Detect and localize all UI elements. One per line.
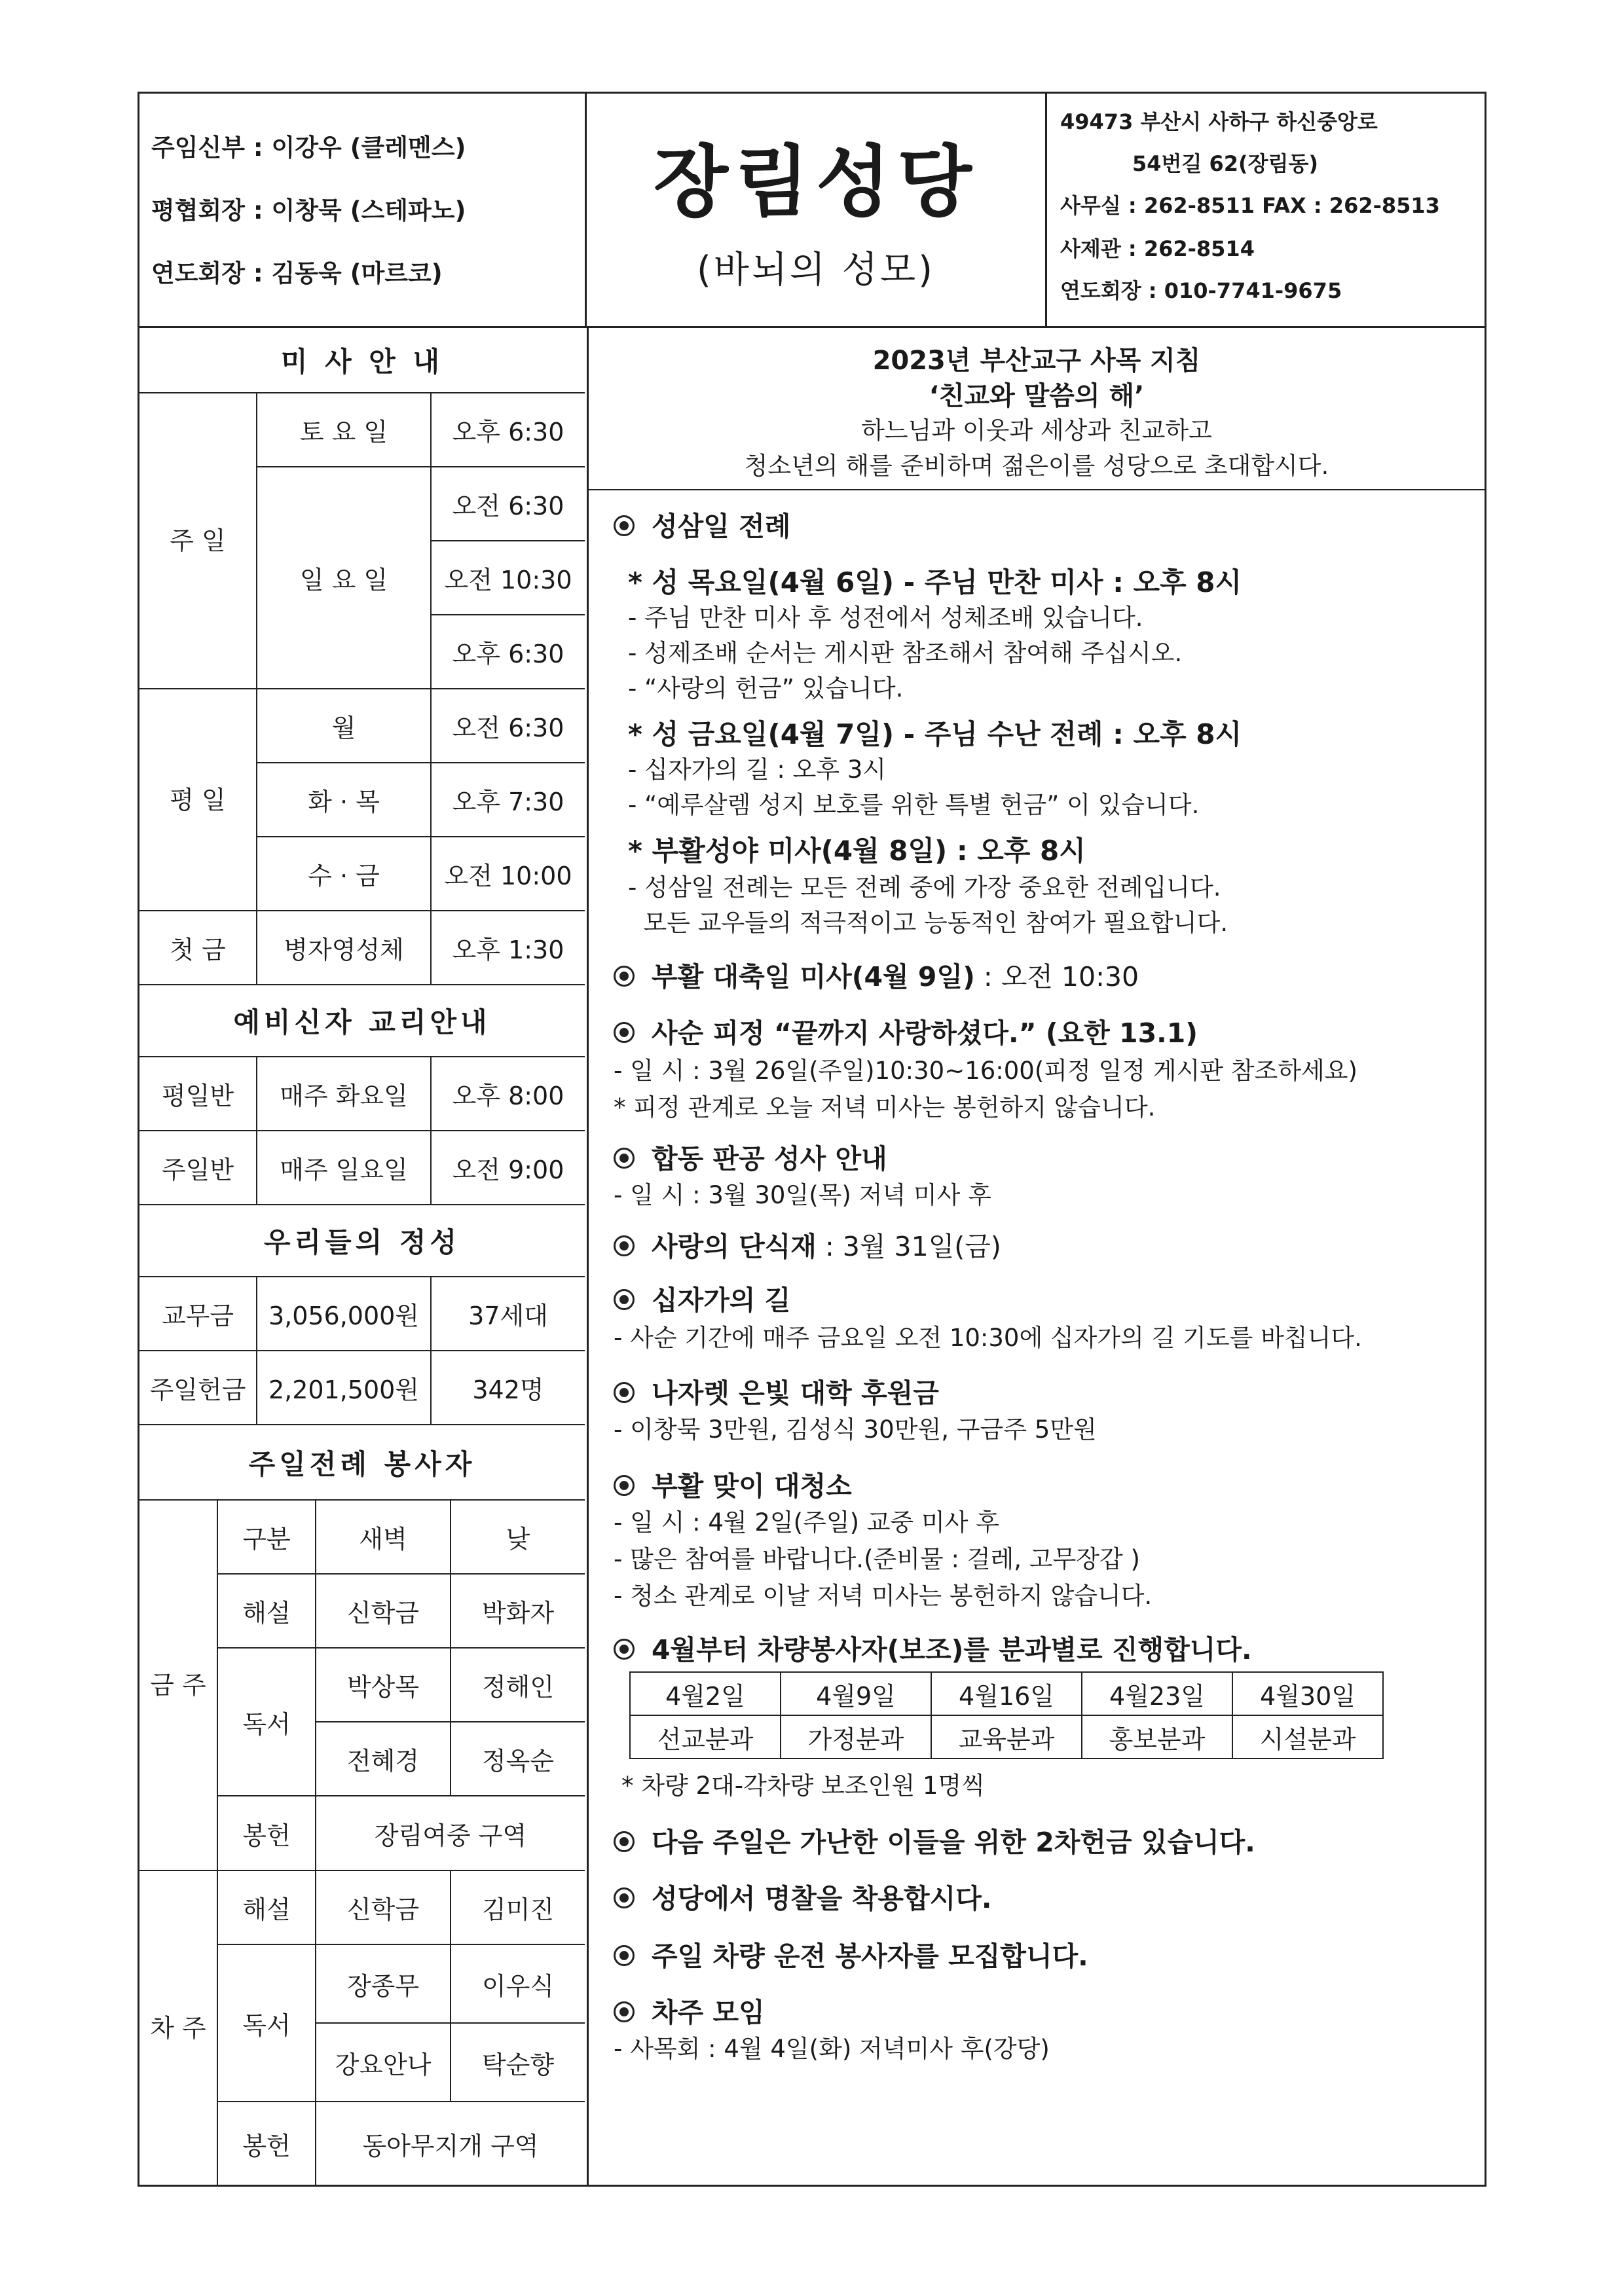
mass-time: 오전 6:30 — [432, 467, 585, 541]
catechism-label: 주일반 — [139, 1131, 257, 1205]
nazareth-title — [614, 1372, 939, 1410]
easter-mass-time: : 오전 10:30 — [974, 961, 1139, 993]
header — [139, 94, 1485, 328]
funeral-president-line: 연도회장 : 김동욱 (마르코) — [151, 259, 443, 287]
servers-heading: 주일전례 봉사자 — [139, 1425, 585, 1501]
bullet-icon — [614, 1887, 635, 1908]
good-friday: * 성 금요일(4월 7일) - 주님 수난 전례 : 오후 8시 — [628, 718, 1242, 750]
table-row — [630, 1672, 1383, 1715]
offering-label: 봉헌 — [218, 2102, 316, 2185]
lent-retreat-title — [614, 1011, 1198, 1050]
commentary-label: 해설 — [218, 1575, 316, 1649]
car-date: 4월2일 — [630, 1672, 781, 1715]
church-title-block — [587, 94, 1047, 326]
this-week-label: 금 주 — [139, 1501, 218, 1871]
table-row — [630, 1715, 1383, 1758]
cleaning-text: 부활 맞이 대청소 — [652, 1470, 852, 1502]
next-week-label: 차 주 — [139, 1871, 218, 2185]
offering-group: 장림여중 구역 — [316, 1796, 585, 1871]
mass-day: 수 · 금 — [257, 837, 432, 911]
fast-text: 사랑의 단식재 — [652, 1231, 817, 1262]
mass-day: 월 — [257, 689, 432, 763]
church-subtitle: (바뇌의 성모) — [697, 249, 935, 291]
catechism-day: 매주 일요일 — [257, 1131, 432, 1205]
catechism-time: 오후 8:00 — [432, 1057, 585, 1131]
name-tag-notice — [614, 1877, 991, 1916]
cleaning-title — [614, 1465, 852, 1503]
pastoral-guideline-theme: ‘친교와 말씀의 해’ — [929, 381, 1145, 411]
bullet-icon — [614, 1235, 635, 1256]
church-title: 장림성당 — [654, 137, 978, 227]
server-name: 정옥순 — [451, 1722, 585, 1796]
car-group: 가정분과 — [781, 1715, 931, 1758]
mass-time: 오후 6:30 — [432, 393, 585, 467]
offering-label: 교무금 — [139, 1277, 257, 1351]
bullet-icon — [614, 1148, 635, 1169]
servers-col-day: 낮 — [451, 1501, 585, 1575]
server-name: 정해인 — [451, 1649, 585, 1722]
divider — [589, 489, 1485, 490]
server-name: 신학금 — [316, 1871, 451, 1945]
bullet-icon — [614, 1945, 635, 1966]
mass-day: 토 요 일 — [257, 393, 432, 467]
penance-text: 합동 판공 성사 안내 — [652, 1143, 887, 1175]
fast-date: : 3월 31일(금) — [816, 1231, 1001, 1262]
bullet-icon — [614, 515, 635, 536]
mass-time: 오후 7:30 — [432, 763, 585, 837]
server-name: 박상목 — [316, 1649, 451, 1722]
mass-time: 오전 10:00 — [432, 837, 585, 911]
server-name: 이우식 — [451, 1945, 585, 2024]
catechism-heading: 예비신자 교리안내 — [139, 985, 585, 1057]
offering-heading: 우리들의 정성 — [139, 1205, 585, 1277]
notice-line: 모든 교우들의 적극적이고 능동적인 참여가 필요합니다. — [628, 909, 1228, 937]
mass-time: 오후 1:30 — [432, 911, 585, 985]
car-group: 교육분과 — [931, 1715, 1082, 1758]
bullet-icon — [614, 1475, 635, 1496]
penance-title — [614, 1137, 887, 1176]
second-collection-text: 다음 주일은 가난한 이들을 위한 2차헌금 있습니다. — [652, 1827, 1255, 1858]
easter-mass — [614, 955, 1139, 994]
driver-recruit — [614, 1935, 1088, 1973]
left-column — [139, 328, 589, 2185]
notice-line: - 사순 기간에 매주 금요일 오전 10:30에 십자가의 길 기도를 바칩니다. — [614, 1324, 1362, 1352]
sunday-label: 주 일 — [139, 393, 257, 689]
commentary-label: 해설 — [218, 1871, 316, 1945]
notice-line: - 많은 참여를 바랍니다.(준비물 : 걸레, 고무장갑 ) — [614, 1545, 1140, 1573]
next-meeting-text: 차주 모임 — [652, 1997, 765, 2028]
server-name: 전혜경 — [316, 1722, 451, 1796]
mass-day: 화 · 목 — [257, 763, 432, 837]
bullet-icon — [614, 1022, 635, 1043]
offering-group: 동아무지개 구역 — [362, 2131, 539, 2160]
first-friday-label: 첫 금 — [139, 911, 257, 985]
offering-count: 342명 — [432, 1351, 585, 1425]
address-line-1: 49473 부산시 사하구 하신중앙로 — [1060, 109, 1378, 134]
mass-day: 일 요 일 — [257, 467, 432, 689]
stations-text: 십자가의 길 — [652, 1285, 791, 1316]
notice-line: - 일 시 : 3월 26일(주일)10:30~16:00(피정 일정 게시판 참조하세요) — [614, 1057, 1357, 1085]
offering-amount: 2,201,500원 — [257, 1351, 432, 1425]
pastor-line: 주임신부 : 이강우 (클레멘스) — [151, 134, 466, 162]
notice-line: - 청소 관계로 이날 저녁 미사는 봉헌하지 않습니다. — [614, 1582, 1153, 1610]
server-name: 김미진 — [451, 1871, 585, 1945]
fast-title — [614, 1225, 1001, 1264]
bulletin-sheet — [138, 92, 1486, 2187]
car-group: 시설분과 — [1232, 1715, 1383, 1758]
car-note: * 차량 2대-각차량 보조인원 1명씩 — [621, 1772, 985, 1800]
car-volunteer-title — [614, 1628, 1252, 1667]
catechism-time: 오전 9:00 — [432, 1131, 585, 1205]
notice-line: - 일 시 : 4월 2일(주일) 교중 미사 후 — [614, 1508, 1000, 1537]
mass-heading: 미 사 안 내 — [139, 328, 585, 393]
pastoral-guideline-title: 2023년 부산교구 사목 지침 — [872, 346, 1201, 376]
notice-line: * 피정 관계로 오늘 저녁 미사는 봉헌하지 않습니다. — [614, 1093, 1156, 1121]
offering-label: 봉헌 — [218, 1796, 316, 1871]
clergy-info — [139, 94, 587, 326]
car-date: 4월16일 — [931, 1672, 1082, 1715]
bullet-icon — [614, 1289, 635, 1310]
notices-column — [589, 328, 1485, 2185]
notice-line: - 성제조배 순서는 게시판 참조해서 참여해 주십시오. — [628, 639, 1183, 667]
lent-retreat-text: 사순 피정 “끝까지 사랑하셨다.” (요한 13.1) — [652, 1017, 1198, 1049]
server-name: 탁순향 — [451, 2024, 585, 2102]
holy-thursday: * 성 목요일(4월 6일) - 주님 만찬 미사 : 오후 8시 — [628, 566, 1242, 598]
pastoral-guideline-line: 하느님과 이웃과 세상과 친교하고 — [861, 416, 1212, 445]
car-group: 선교분과 — [630, 1715, 781, 1758]
car-volunteer-text: 4월부터 차량봉사자(보조)를 분과별로 진행합니다. — [652, 1634, 1252, 1666]
mass-time: 오전 10:30 — [432, 541, 585, 615]
bullet-icon — [614, 2001, 635, 2022]
bullet-icon — [614, 966, 635, 987]
reading-label: 독서 — [218, 1649, 316, 1796]
catechism-label: 평일반 — [139, 1057, 257, 1131]
name-tag-text: 성당에서 명찰을 착용합시다. — [652, 1883, 992, 1914]
mass-day: 병자영성체 — [257, 911, 432, 985]
notice-line: - 주님 만찬 미사 후 성전에서 성체조배 있습니다. — [628, 604, 1143, 632]
notice-line: - 사목회 : 4월 4일(화) 저녁미사 후(강당) — [614, 2035, 1050, 2063]
server-name: 장종무 — [316, 1945, 451, 2024]
funeral-phone: 연도회장 : 010-7741-9675 — [1060, 278, 1342, 303]
next-meeting-title — [614, 1991, 765, 2030]
offering-amount: 3,056,000원 — [257, 1277, 432, 1351]
car-date: 4월23일 — [1082, 1672, 1232, 1715]
driver-recruit-text: 주일 차량 운전 봉사자를 모집합니다. — [652, 1941, 1088, 1972]
car-volunteer-table — [629, 1671, 1384, 1759]
triduum-title — [614, 505, 790, 543]
reading-label: 독서 — [218, 1945, 316, 2102]
server-name: 박화자 — [451, 1575, 585, 1649]
offering-label: 주일헌금 — [139, 1351, 257, 1425]
notice-line: - 성삼일 전례는 모든 전례 중에 가장 중요한 전례입니다. — [628, 873, 1221, 902]
council-president-line: 평협회장 : 이창묵 (스테파노) — [151, 196, 466, 225]
car-group: 홍보분과 — [1082, 1715, 1232, 1758]
car-date: 4월9일 — [781, 1672, 931, 1715]
notice-line: - 이창묵 3만원, 김성식 30만원, 구금주 5만원 — [614, 1415, 1097, 1444]
bullet-icon — [614, 1382, 635, 1403]
pastoral-guideline-line: 청소년의 해를 준비하며 젊은이를 성당으로 초대합시다. — [744, 452, 1329, 480]
office-phone: 사무실 : 262-8511 FAX : 262-8513 — [1060, 193, 1440, 218]
mass-time: 오전 6:30 — [432, 689, 585, 763]
stations-title — [614, 1279, 790, 1317]
bullet-icon — [614, 1831, 635, 1852]
offering-count: 37세대 — [432, 1277, 585, 1351]
rectory-phone: 사제관 : 262-8514 — [1060, 236, 1255, 261]
servers-col-type: 구분 — [218, 1501, 316, 1575]
weekday-label: 평 일 — [139, 689, 257, 911]
address-line-2: 54번길 62(장림동) — [1132, 151, 1319, 176]
notice-line: - “사랑의 헌금” 있습니다. — [628, 674, 904, 702]
easter-vigil: * 부활성야 미사(4월 8일) : 오후 8시 — [628, 835, 1086, 867]
bullet-icon — [614, 1639, 635, 1660]
triduum-title-text: 성삼일 전례 — [652, 511, 791, 542]
server-name: 강요안나 — [316, 2024, 451, 2102]
easter-mass-title: 부활 대축일 미사(4월 9일) — [652, 961, 975, 993]
server-name: 신학금 — [316, 1575, 451, 1649]
contact-info — [1047, 94, 1485, 326]
notice-line: - 십자가의 길 : 오후 3시 — [628, 756, 887, 784]
catechism-day: 매주 화요일 — [257, 1057, 432, 1131]
notice-line: - “예루살렘 성지 보호를 위한 특별 헌금” 이 있습니다. — [628, 791, 1200, 819]
car-date: 4월30일 — [1232, 1672, 1383, 1715]
second-collection — [614, 1821, 1255, 1859]
nazareth-text: 나자렛 은빛 대학 후원금 — [652, 1377, 939, 1409]
servers-col-dawn: 새벽 — [316, 1501, 451, 1575]
notice-line: - 일 시 : 3월 30일(목) 저녁 미사 후 — [614, 1181, 991, 1209]
mass-time: 오후 6:30 — [432, 615, 585, 689]
